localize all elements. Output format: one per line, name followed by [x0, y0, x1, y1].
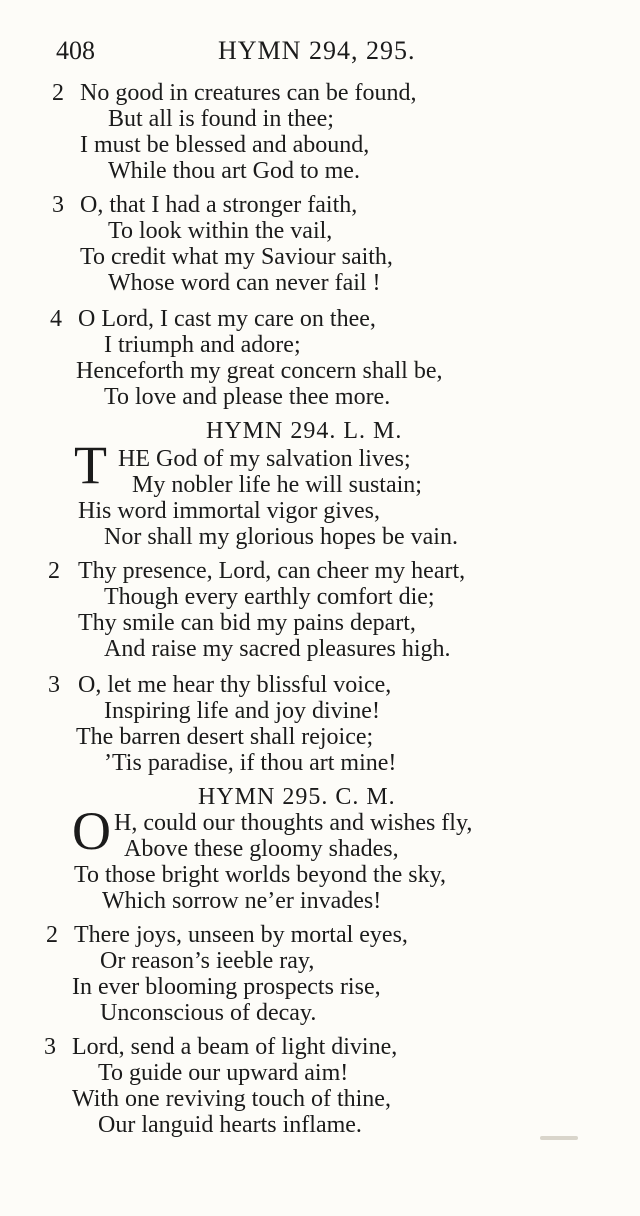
verse-line: Nor shall my glorious hopes be vain. — [104, 524, 458, 550]
verse-line: There joys, unseen by mortal eyes, — [74, 922, 408, 948]
verse-line: To credit what my Saviour saith, — [80, 244, 393, 270]
verse-line: HE God of my salvation lives; — [118, 446, 411, 472]
verse-number: 2 — [52, 80, 64, 106]
verse-line: O Lord, I cast my care on thee, — [78, 306, 376, 332]
verse-line: To guide our upward aim! — [98, 1060, 349, 1086]
verse-line: Which sorrow ne’er invades! — [102, 888, 382, 914]
verse-line: Or reason’s ieeble ray, — [100, 948, 315, 974]
verse-line: While thou art God to me. — [108, 158, 360, 184]
verse-line: Above these gloomy shades, — [124, 836, 399, 862]
verse-line: No good in creatures can be found, — [80, 80, 417, 106]
verse-line: O, let me hear thy blissful voice, — [78, 672, 392, 698]
verse-line: H, could our thoughts and wishes fly, — [114, 810, 473, 836]
verse-line: To look within the vail, — [108, 218, 333, 244]
verse-number: 4 — [50, 306, 62, 332]
verse-line: Thy smile can bid my pains depart, — [78, 610, 416, 636]
verse-line: Henceforth my great concern shall be, — [76, 358, 443, 384]
verse-line: Whose word can never fail ! — [108, 270, 381, 296]
drop-cap: T — [74, 435, 107, 495]
running-head: HYMN 294, 295. — [218, 36, 416, 65]
verse-line: Thy presence, Lord, can cheer my heart, — [78, 558, 466, 584]
verse-line: Our languid hearts inflame. — [98, 1112, 362, 1138]
verse-line: O, that I had a stronger faith, — [80, 192, 358, 218]
verse-line: His word immortal vigor gives, — [78, 498, 380, 524]
verse-line: With one reviving touch of thine, — [72, 1086, 391, 1112]
verse-line: The barren desert shall rejoice; — [76, 724, 374, 750]
verse-line: My nobler life he will sustain; — [132, 472, 422, 498]
verse-line: And raise my sacred pleasures high. — [104, 636, 451, 662]
page-number: 408 — [56, 36, 95, 65]
verse-line: Inspiring life and joy divine! — [104, 698, 380, 724]
verse-number: 3 — [52, 192, 64, 218]
verse-line: To those bright worlds beyond the sky, — [74, 862, 447, 888]
ink-smudge — [540, 1136, 578, 1140]
drop-cap: O — [72, 801, 111, 861]
verse-line: ’Tis paradise, if thou art mine! — [104, 750, 397, 776]
verse-line: In ever blooming prospects rise, — [72, 974, 381, 1000]
verse-number: 2 — [48, 558, 60, 584]
verse-line: To love and please thee more. — [104, 384, 391, 410]
verse-line: I triumph and adore; — [104, 332, 301, 358]
verse-line: But all is found in thee; — [108, 106, 334, 132]
hymn-title: HYMN 294. L. M. — [206, 418, 403, 444]
verse-number: 3 — [44, 1034, 56, 1060]
verse-line: Unconscious of decay. — [100, 1000, 317, 1026]
verse-line: Lord, send a beam of light divine, — [72, 1034, 398, 1060]
hymn-title: HYMN 295. C. M. — [198, 784, 396, 810]
verse-number: 3 — [48, 672, 60, 698]
verse-line: Though every earthly comfort die; — [104, 584, 435, 610]
verse-number: 2 — [46, 922, 58, 948]
verse-line: I must be blessed and abound, — [80, 132, 370, 158]
